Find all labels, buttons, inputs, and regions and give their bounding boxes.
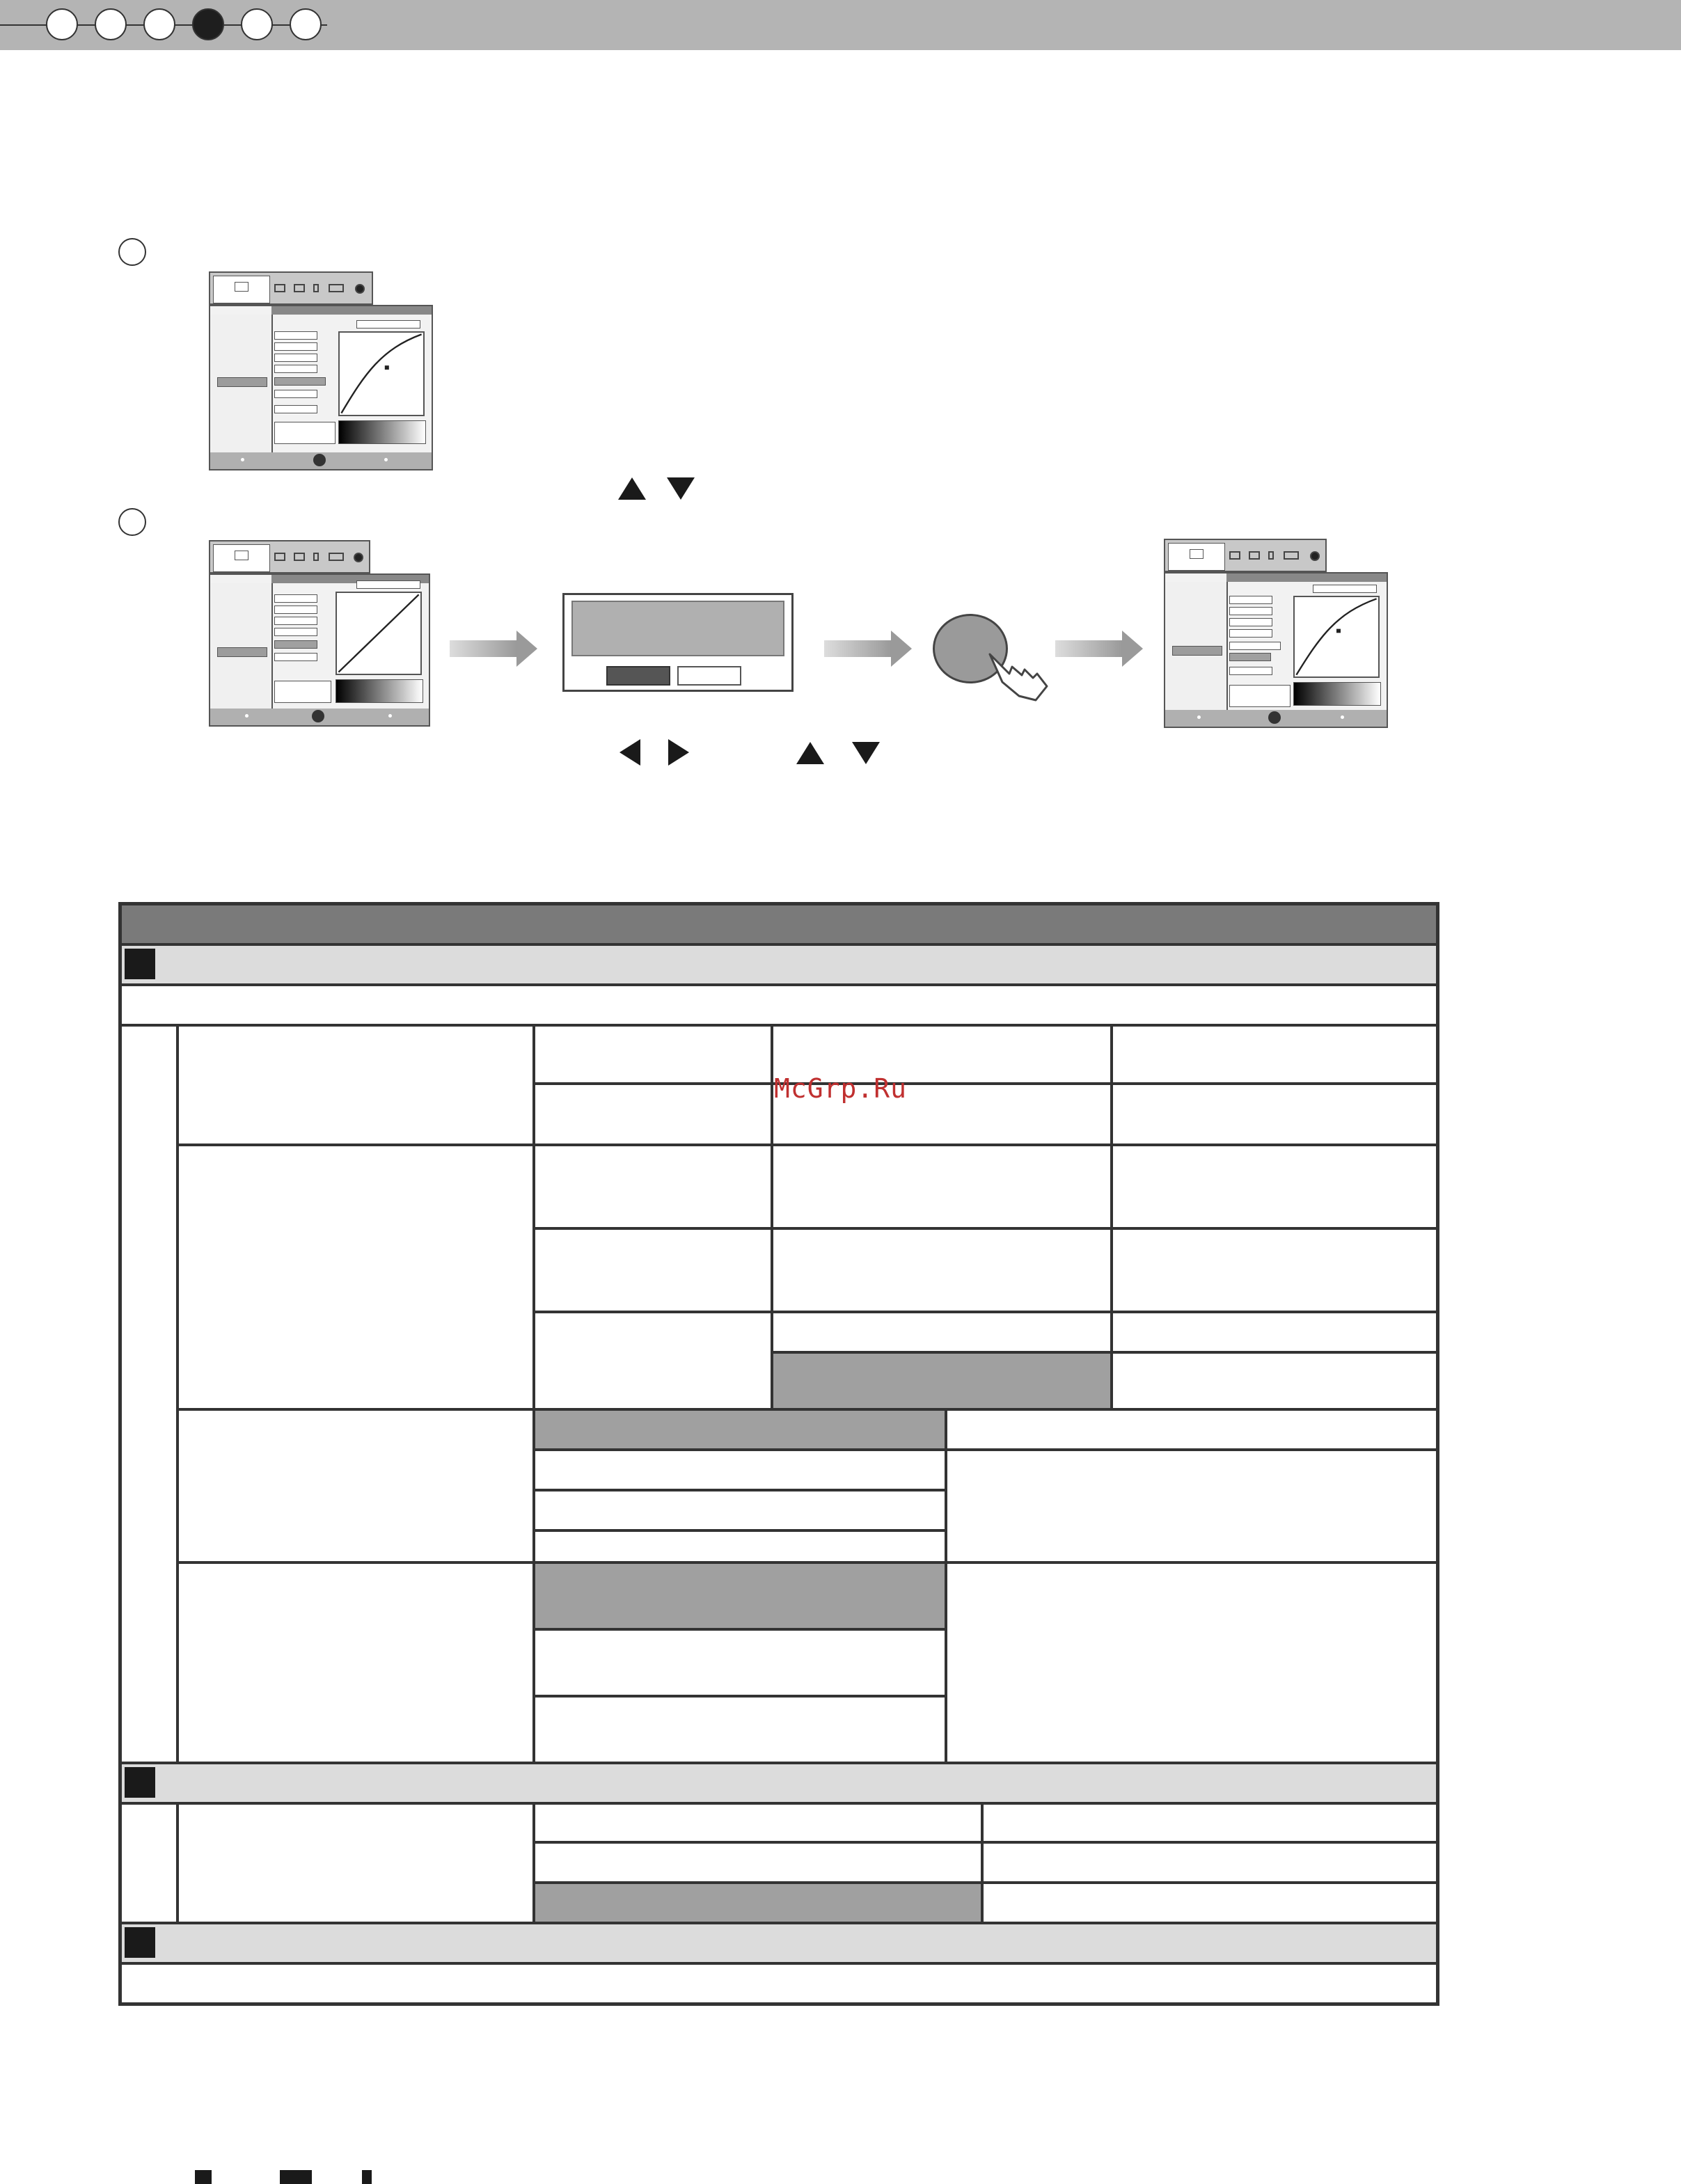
row-group-b-label <box>177 1145 534 1409</box>
table-cell <box>946 1450 1437 1562</box>
option-2 <box>274 606 317 614</box>
option-1 <box>1229 596 1272 604</box>
picture-tab-icon <box>213 276 270 303</box>
picture-tab-icon <box>1168 543 1225 571</box>
table-cell <box>534 1084 772 1145</box>
menu-titlebar <box>271 306 432 315</box>
menu-left-column <box>1165 582 1228 710</box>
grayscale-gradient <box>338 420 426 444</box>
table-cell <box>982 1803 1437 1842</box>
down-key-icon <box>852 742 880 764</box>
section-bar-3 <box>120 1923 1437 1963</box>
row-group-d-label <box>177 1562 534 1763</box>
menu-tab-bar <box>1164 539 1327 572</box>
step2-after-screen <box>1164 539 1388 728</box>
value-box <box>274 422 336 444</box>
option-2 <box>274 342 317 351</box>
menu-footer <box>1165 710 1387 727</box>
input-icon <box>294 553 305 561</box>
table-cell <box>1112 1228 1437 1312</box>
flow-arrow-2 <box>824 640 891 657</box>
table-cell <box>534 1803 982 1842</box>
operate-icon <box>1268 711 1281 724</box>
option-6 <box>274 390 317 398</box>
flow-arrow-1 <box>450 640 516 657</box>
gamma-curve-graph <box>338 331 425 416</box>
table-cell <box>534 1842 982 1883</box>
confirm-dialog <box>562 593 794 692</box>
step-indicator-5 <box>241 8 273 40</box>
display-icon <box>329 553 344 561</box>
table-cell <box>534 1696 946 1763</box>
pressing-hand-icon <box>981 640 1051 703</box>
input-icon <box>1249 551 1260 560</box>
option-highlighted <box>1229 653 1271 661</box>
dialog-no-button[interactable] <box>677 666 741 686</box>
page-footer-mark <box>195 2170 404 2184</box>
table-cell <box>534 1228 772 1312</box>
menu-tab-bar <box>209 540 370 573</box>
grayscale-gradient <box>336 679 423 703</box>
table-cell <box>534 1530 946 1562</box>
graph-header-box <box>1313 585 1377 593</box>
menu-left-column <box>210 315 273 452</box>
table-cell <box>946 1562 1437 1763</box>
table-cell-highlighted <box>534 1562 946 1629</box>
info-icon <box>354 553 363 562</box>
table-cell <box>772 1228 1112 1312</box>
step-2-marker <box>118 508 146 536</box>
grayscale-gradient <box>1293 682 1381 706</box>
step-indicator-1 <box>46 8 78 40</box>
menu-footer <box>210 452 432 469</box>
section-3-marker <box>125 1927 155 1958</box>
setup-icon <box>313 284 319 292</box>
menu-left-column <box>210 583 273 709</box>
table-cell <box>534 1629 946 1696</box>
row-group-e-label <box>177 1803 534 1923</box>
table-cell <box>534 1025 772 1084</box>
table-cell <box>1112 1352 1437 1409</box>
step-1-marker <box>118 238 146 266</box>
left-key-icon <box>619 739 640 766</box>
value-box <box>274 681 331 703</box>
input-icon <box>294 284 305 292</box>
info-icon <box>1310 551 1320 561</box>
option-5 <box>1229 642 1281 650</box>
table-cell <box>1112 1145 1437 1228</box>
option-1 <box>274 331 317 340</box>
table-cell <box>534 1312 772 1409</box>
table-cell-highlighted <box>534 1883 982 1923</box>
table-cell <box>534 1490 946 1530</box>
right-key-icon <box>668 739 689 766</box>
selected-item <box>217 647 267 657</box>
table-cell <box>772 1312 1112 1352</box>
operate-icon <box>312 710 324 722</box>
step2-before-screen <box>209 540 430 727</box>
display-icon <box>329 284 344 292</box>
step-indicator-4-active <box>192 8 224 40</box>
option-3 <box>274 617 317 625</box>
step1-menu-screen <box>209 271 433 470</box>
adjust-icon <box>1229 551 1240 560</box>
flow-arrow-3 <box>1055 640 1122 657</box>
table-cell-highlighted <box>534 1409 946 1450</box>
section-bar-1 <box>120 944 1437 985</box>
option-7 <box>1229 667 1272 675</box>
info-icon <box>355 284 365 294</box>
linear-curve-graph <box>336 592 422 675</box>
table-cell <box>982 1842 1437 1883</box>
menu-titlebar <box>1226 573 1387 582</box>
section-bar-2 <box>120 1763 1437 1803</box>
watermark-text: McGrp.Ru <box>774 1073 908 1104</box>
menu-body <box>1164 572 1388 728</box>
row-group-c-label <box>177 1409 534 1562</box>
option-3 <box>274 354 317 362</box>
table-cell <box>534 1450 946 1490</box>
table-header <box>120 904 1437 944</box>
option-4 <box>274 628 317 636</box>
menu-body <box>209 305 433 470</box>
option-highlighted <box>274 377 326 386</box>
section-1-side-column <box>120 1025 177 1763</box>
option-4 <box>1229 629 1272 638</box>
gamma-curve-graph <box>1293 596 1380 678</box>
option-2 <box>1229 607 1272 615</box>
table-cell <box>946 1409 1437 1450</box>
table-cell <box>982 1883 1437 1923</box>
dialog-yes-button[interactable] <box>606 666 670 686</box>
row-group-a-label <box>177 1025 534 1145</box>
graph-header-box <box>356 580 420 589</box>
option-6 <box>274 653 317 661</box>
table-cell <box>1112 1084 1437 1145</box>
option-highlighted <box>274 640 317 649</box>
menu-tab-bar <box>209 271 373 305</box>
dialog-message-area <box>571 601 784 656</box>
section-1-description <box>120 985 1437 1025</box>
header-band <box>0 0 1681 50</box>
display-icon <box>1284 551 1299 560</box>
adjust-icon <box>274 284 285 292</box>
table-cell-highlighted <box>772 1352 1112 1409</box>
option-1 <box>274 594 317 603</box>
operate-icon <box>313 454 326 466</box>
section-2-side-column <box>120 1803 177 1923</box>
table-cell <box>1112 1312 1437 1352</box>
menu-footer <box>210 709 429 725</box>
option-4 <box>274 365 317 373</box>
step-indicator-2 <box>95 8 127 40</box>
selected-item <box>1172 646 1222 656</box>
adjust-icon <box>274 553 285 561</box>
section-3-description <box>120 1963 1437 2004</box>
selected-item <box>217 377 267 387</box>
menu-body <box>209 573 430 727</box>
setup-icon <box>313 553 319 561</box>
settings-table <box>118 902 1439 2006</box>
option-3 <box>1229 618 1272 626</box>
picture-tab-icon <box>213 544 270 572</box>
down-key-icon <box>667 477 695 500</box>
graph-header-box <box>356 320 420 329</box>
step-indicator-6 <box>290 8 322 40</box>
option-7 <box>274 405 317 413</box>
table-cell <box>772 1145 1112 1228</box>
value-box <box>1229 685 1291 707</box>
section-2-marker <box>125 1767 155 1798</box>
step-indicator-3 <box>143 8 175 40</box>
up-key-icon <box>796 742 824 764</box>
section-1-marker <box>125 949 155 979</box>
up-key-icon <box>618 477 646 500</box>
table-cell <box>1112 1025 1437 1084</box>
table-cell <box>534 1145 772 1228</box>
setup-icon <box>1268 551 1274 560</box>
